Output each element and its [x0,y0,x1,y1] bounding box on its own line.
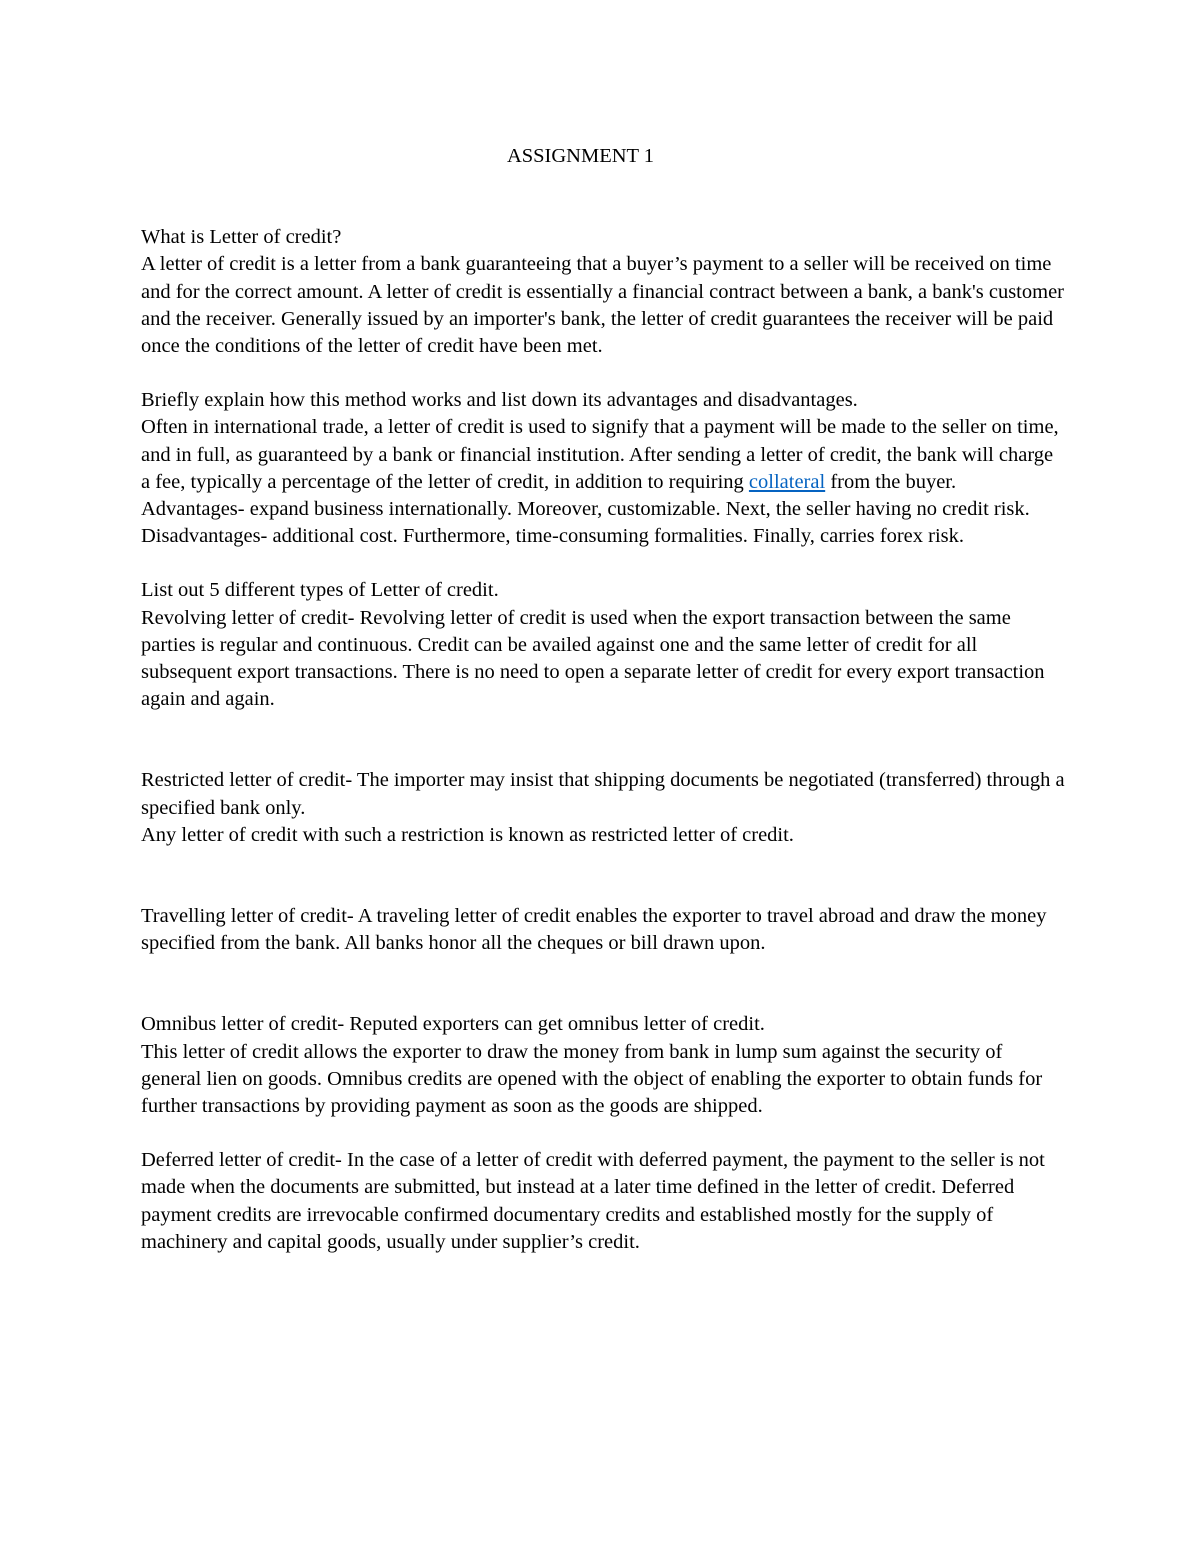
question-letter-of-credit: What is Letter of credit? [141,226,342,249]
spacer [141,713,1066,767]
question-how-it-works: Briefly explain how this method works and list down its advantages and disadvantages. [141,389,858,412]
question-types: List out 5 different types of Letter of credit. [141,579,499,602]
advantages-paragraph: Advantages- expand business internationally. Moreover, customizable. Next, the seller having no credit risk. [141,498,1030,521]
answer-letter-of-credit: A letter of credit is a letter from a bank guaranteeing that a buyer’s payment to a seller will be received on time and for the correct amount. A letter of credit is essentially a financial contract between a bank, a bank's customer and the receiver. Generally issued by an importer's bank, the letter of credit guarantees the receiver will be paid once the conditions of the letter of credit have been met. [141,253,1064,358]
spacer [141,849,1066,903]
answer-text-before-link: Often in international trade, a letter of credit is used to signify that a payment will be made to the seller on time, and in full, as guaranteed by a bank or financial institution. After sending a letter of credit, the bank will charge a fee, typically a percentage of the letter of credit, in addition to requiring [141,416,1059,493]
answer-how-it-works [141,414,1066,496]
disadvantages-paragraph: Disadvantages- additional cost. Furthermore, time-consuming formalities. Finally, carries forex risk. [141,525,965,548]
page-title: ASSIGNMENT 1 [506,145,655,167]
collateral-link[interactable]: collateral [748,470,826,493]
omnibus-paragraph: Omnibus letter of credit- Reputed exporters can get omnibus letter of credit. [141,1013,765,1036]
revolving-paragraph: Revolving letter of credit- Revolving letter of credit is used when the export transaction between the same parties is regular and continuous. Credit can be availed against one and the same letter of credit for all subsequent export transactions. There is no need to open a separate letter of credit for every export transaction again and again. [141,606,1045,711]
deferred-paragraph: Deferred letter of credit- In the case of a letter of credit with deferred payment, the payment to the seller is not made when the documents are submitted, but instead at a later time defined in the letter of credit. Deferred payment credits are irrevocable confirmed documentary credits and established mostly for the supply of machinery and capital goods, usually under supplier’s credit. [141,1149,1045,1253]
restricted-paragraph-continued: Any letter of credit with such a restriction is known as restricted letter of credit. [141,823,794,846]
travelling-paragraph: Travelling letter of credit- A traveling letter of credit enables the exporter to travel abroad and draw the money specified from the bank. All banks honor all the cheques or bill drawn upon. [141,905,1047,955]
document-body [141,143,1066,1256]
restricted-paragraph: Restricted letter of credit- The importer may insist that shipping documents be negotiated (transferred) through a specified bank only. [141,769,1065,819]
omnibus-paragraph-continued: This letter of credit allows the exporter to draw the money from bank in lump sum against the security of general lien on goods. Omnibus credits are opened with the object of enabling the exporter to obtain funds for further transactions by providing payment as soon as the goods are shipped. [141,1040,1043,1118]
spacer [141,1120,1066,1147]
spacer [141,957,1066,1011]
spacer [141,360,1066,387]
spacer [141,550,1066,577]
answer-text-after-link: from the buyer. [825,470,957,493]
